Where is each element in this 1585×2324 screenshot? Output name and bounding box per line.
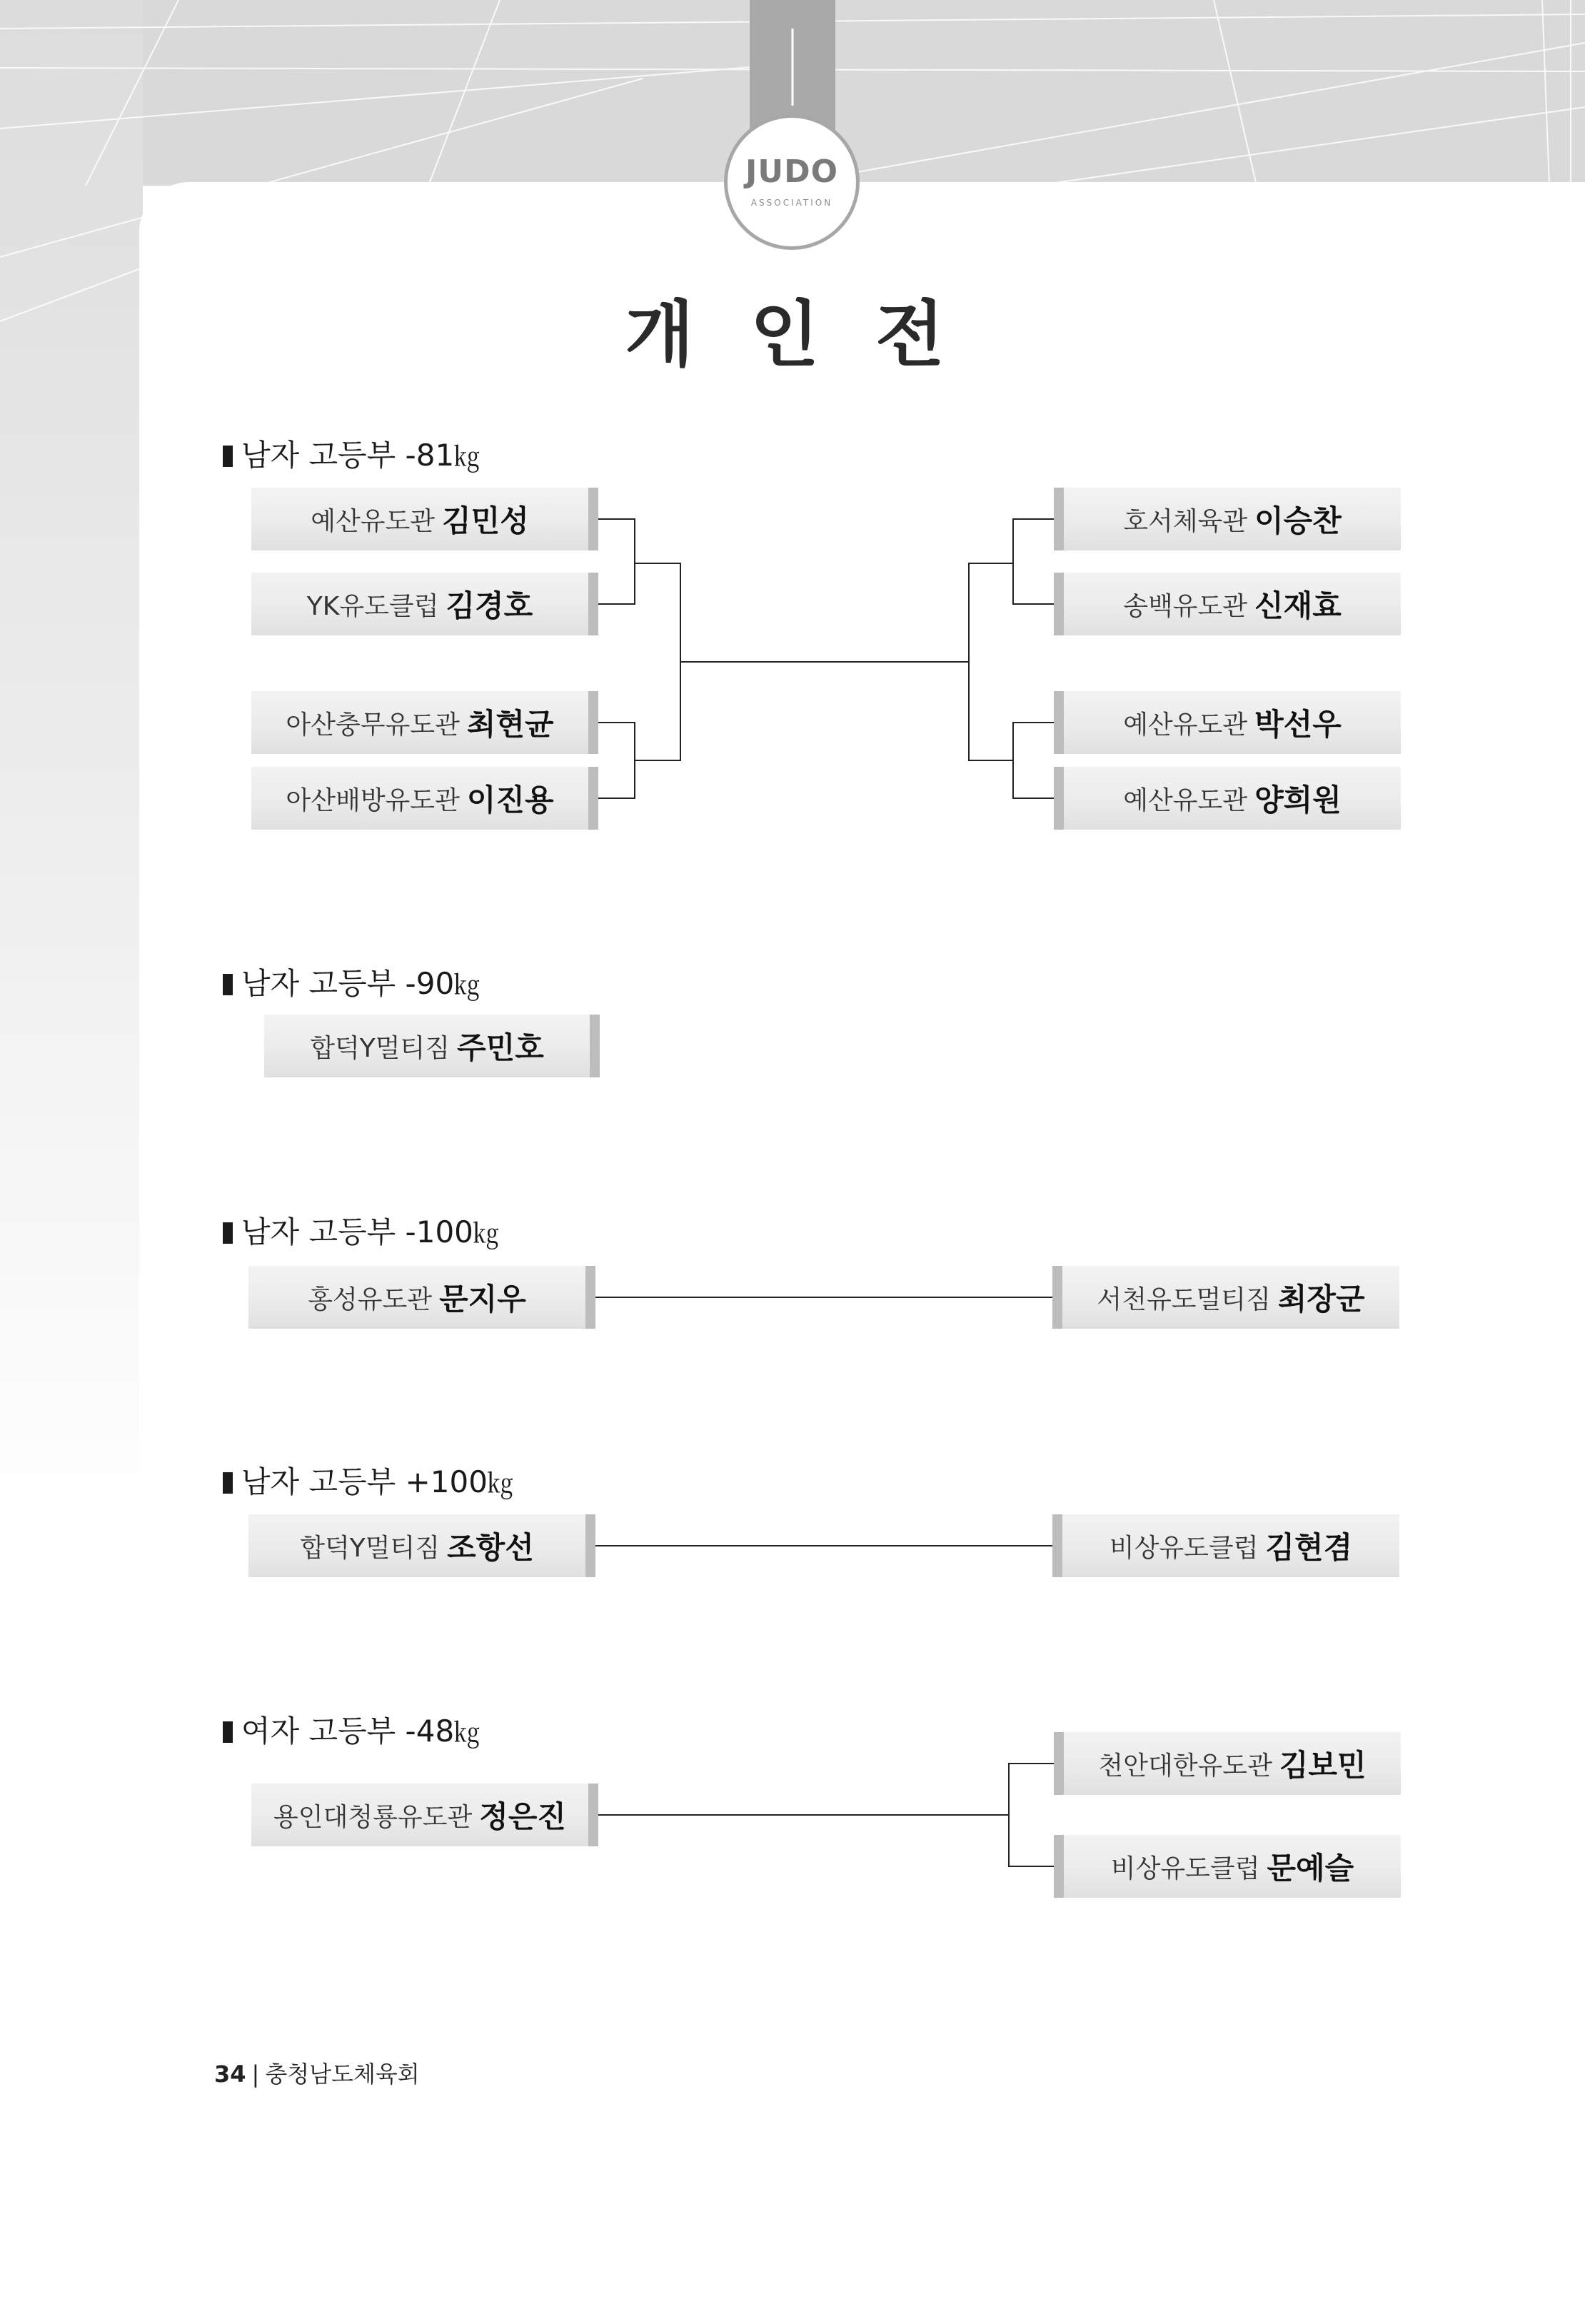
section-bullet: [223, 1472, 233, 1494]
section-heading-m100: [223, 1209, 499, 1252]
bracket-line: [598, 518, 635, 520]
player-name: 이승찬: [1254, 503, 1342, 538]
player-name: 이진용: [466, 783, 554, 818]
player-team: YK유도클럽: [306, 591, 439, 621]
player-entry: [1054, 1732, 1401, 1795]
section-heading-w48: [223, 1708, 480, 1751]
player-name: 신재효: [1254, 588, 1342, 623]
section-heading-m90: [223, 960, 480, 1003]
bracket-line: [634, 563, 681, 564]
page-title: 개 인 전: [625, 293, 960, 376]
page-footer: [214, 2056, 420, 2089]
player-entry: [1054, 488, 1401, 550]
player-name: 문지우: [439, 1282, 526, 1317]
bracket-line: [1012, 722, 1014, 799]
weight-unit: ㎏: [454, 1719, 480, 1748]
section-bullet: [223, 446, 233, 467]
weight-unit: ㎏: [454, 443, 480, 472]
section-title: 여자 고등부 -48: [241, 1714, 455, 1749]
player-team: 아산충무유도관: [286, 710, 460, 740]
player-entry: [251, 488, 598, 550]
bracket-line: [1012, 798, 1054, 799]
section-title: 남자 고등부 -100: [241, 1214, 473, 1249]
player-team: 비상유도클럽: [1109, 1533, 1259, 1563]
bracket-final-line: [680, 661, 970, 663]
player-name: 정은진: [479, 1799, 566, 1834]
match-line: [595, 1297, 1052, 1298]
bracket-line: [598, 798, 635, 799]
weight-unit: ㎏: [487, 1469, 513, 1499]
section-bullet: [223, 974, 233, 995]
player-team: 용인대청룡유도관: [273, 1802, 473, 1832]
player-entry: [1052, 1266, 1399, 1329]
player-team: 비상유도클럽: [1110, 1853, 1260, 1883]
player-team: 호서체육관: [1123, 506, 1248, 536]
bracket-line: [1012, 518, 1014, 605]
bracket-line: [1008, 1763, 1010, 1867]
match-line: [595, 1545, 1052, 1546]
player-entry: [1054, 573, 1401, 635]
judo-association-logo: [724, 114, 860, 250]
player-entry: [1052, 1514, 1399, 1577]
logo-main-text: JUDO: [745, 154, 839, 190]
player-entry: [1054, 691, 1401, 754]
bracket-line: [968, 563, 1014, 564]
publisher-name: 충청남도체육회: [265, 2061, 420, 2088]
player-team: 예산유도관: [1123, 785, 1248, 815]
player-name: 주민호: [457, 1030, 544, 1065]
player-name: 김현겸: [1265, 1530, 1353, 1565]
bracket-line: [598, 722, 635, 723]
weight-unit: ㎏: [454, 971, 480, 1000]
section-title: 남자 고등부 -81: [241, 438, 455, 473]
player-entry: [251, 691, 598, 754]
player-entry: [248, 1514, 595, 1577]
section-title: 남자 고등부 +100: [241, 1464, 488, 1499]
player-name: 김보민: [1279, 1748, 1367, 1783]
player-entry: [251, 767, 598, 830]
player-entry: [251, 573, 598, 635]
section-heading-m100plus: [223, 1459, 513, 1501]
player-team: 서천유도멀티짐: [1097, 1284, 1271, 1314]
bracket-line: [1012, 603, 1054, 605]
bracket-line: [1008, 1763, 1054, 1764]
player-name: 문예슬: [1267, 1851, 1354, 1886]
player-team: 합덕Y멀티짐: [300, 1533, 441, 1563]
player-entry: [1054, 1835, 1401, 1898]
player-name: 김경호: [446, 588, 533, 623]
player-name: 김민성: [442, 503, 529, 538]
player-entry: [251, 1784, 598, 1846]
player-team: 송백유도관: [1123, 591, 1248, 621]
section-bullet: [223, 1222, 233, 1244]
player-team: 합덕Y멀티짐: [310, 1033, 451, 1063]
player-team: 홍성유도관: [308, 1284, 433, 1314]
player-name: 양희원: [1254, 783, 1342, 818]
player-entry: [264, 1015, 600, 1077]
footer-separator: |: [251, 2061, 260, 2088]
section-title: 남자 고등부 -90: [241, 966, 455, 1001]
bracket-line: [1008, 1866, 1054, 1867]
bracket-line: [1012, 518, 1054, 520]
bracket-line: [968, 760, 1014, 761]
player-team: 예산유도관: [311, 506, 436, 536]
player-team: 천안대한유도관: [1098, 1751, 1272, 1781]
player-name: 최장군: [1277, 1282, 1365, 1317]
bracket-line: [634, 760, 681, 761]
bracket-line: [598, 603, 635, 605]
section-bullet: [223, 1721, 233, 1743]
player-name: 조항선: [447, 1530, 534, 1565]
bracket-line: [634, 518, 635, 605]
match-line: [598, 1814, 1010, 1816]
weight-unit: ㎏: [473, 1219, 499, 1249]
player-name: 박선우: [1254, 707, 1342, 742]
player-team: 예산유도관: [1123, 710, 1248, 740]
page-number: 34: [214, 2061, 246, 2088]
player-entry: [248, 1266, 595, 1329]
logo-sub-text: ASSOCIATION: [750, 198, 833, 208]
section-heading-m81: [223, 432, 480, 475]
player-entry: [1054, 767, 1401, 830]
player-team: 아산배방유도관: [286, 785, 460, 815]
player-name: 최현균: [466, 707, 554, 742]
bracket-line: [968, 563, 970, 761]
bracket-line: [1012, 722, 1054, 723]
